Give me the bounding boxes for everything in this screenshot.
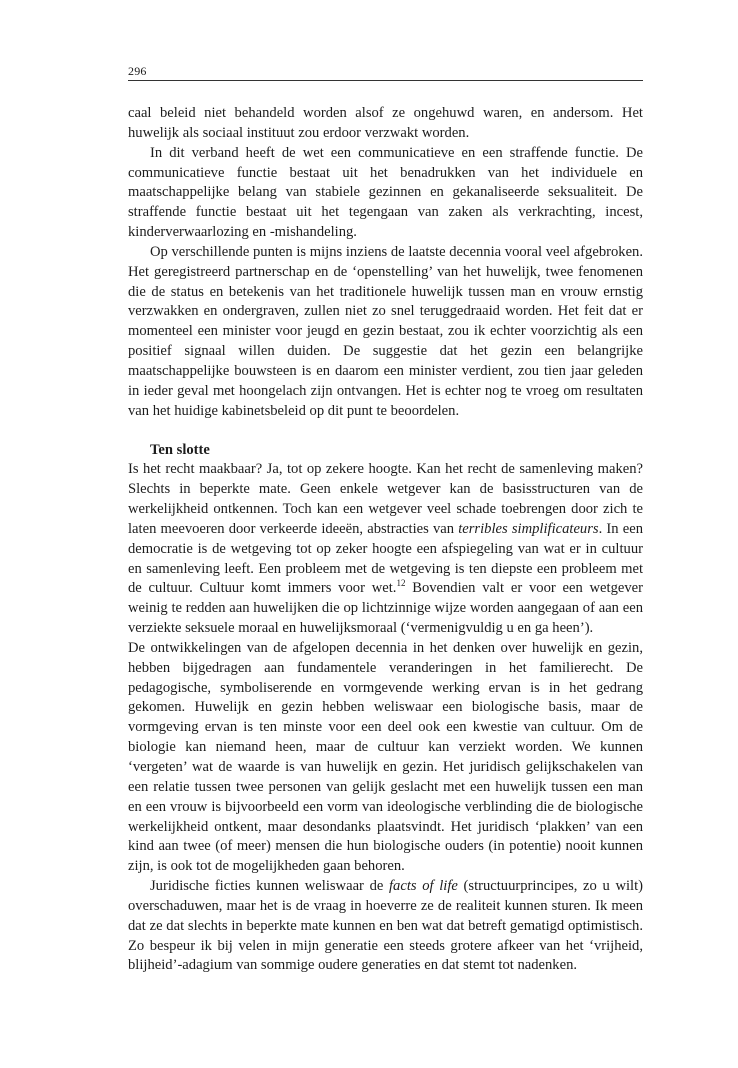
paragraph-6-text-a: Juridische ficties kunnen weliswaar de (150, 878, 389, 895)
paragraph-3: Op verschillende punten is mijns inziens de laatste decennia vooral veel afgebroken. Het geregistreerd partnerschap en de ‘openstelling’ van het huwelijk, twee fenomenen die de status en betekenis van het traditionele huwelijk tussen man en vrouw ernstig verzwakken en ondergraven, zullen niet zo snel teruggedraaid worden. Het feit dat er momenteel een minister voor jeugd en gezin bestaat, zou ik echter voorzichtig als een positief signaal willen duiden. De suggestie dat het gezin een belangrijke maatschappelijke bouwsteen is en daarom een minister verdient, zou tien jaar geleden in ieder geval met hoongelach zijn ontvangen. Het is echter nog te vroeg om resultaten van het huidige kabinetsbeleid op dit punt te beoordelen. (128, 243, 643, 419)
paragraph-4 (128, 460, 643, 639)
paragraph-1: caal beleid niet behandeld worden alsof ze ongehuwd waren, en andersom. Het huwelijk als sociaal instituut zou erdoor verzwakt worden. (128, 105, 643, 141)
paragraph-6-italic: facts of life (389, 878, 458, 895)
paragraph-4-text-b: . In een democratie is de wetgeving tot op zeker hoogte een afspiegeling van wat er in cultuur en samenleving leeft. Een probleem met de wetgeving is ten diepste een probleem met de cultuur. Cultuur komt immers voor wet. (128, 520, 643, 597)
section-heading: Ten slotte (150, 441, 210, 458)
header-rule (128, 80, 643, 81)
paragraph-2: In dit verband heeft de wet een communicatieve en een straffende functie. De communicatieve functie bestaat uit het benadrukken van het individuele en maatschappelijke belang van stabiele gezinnen en gekanaliseerde seksualiteit. De straffende functie bestaat uit het tegengaan van zaken als verkrachting, incest, kinderverwaarlozing en -mishandeling. (128, 144, 643, 241)
body-text (128, 104, 643, 976)
paragraph-4-text-c: Bovendien valt er voor een wetgever weinig te redden aan huwelijken die op lichtzinnige wijze worden aangegaan of aan een verziekte seksuele moraal en huwelijksmoraal (‘vermenigvuldig u en ga heen’). (128, 580, 644, 637)
footnote-reference: 12 (396, 578, 406, 589)
paragraph-6 (128, 877, 643, 976)
paragraph-4-italic: terribles simplificateurs (458, 520, 599, 537)
paragraph-4-text-a: Is het recht maakbaar? Ja, tot op zekere hoogte. Kan het recht de samenleving maken? Slechts in beperkte mate. Geen enkele wetgever kan de basisstructuren van de werkelijkheid ontkennen. Toch kan een wetgever veel schade toebrengen door zich te laten meevoeren door verkeerde ideeën, abstracties van (128, 461, 643, 537)
paragraph-5: De ontwikkelingen van de afgelopen decennia in het denken over huwelijk en gezin, hebben bijgedragen aan fundamentele veranderingen in het familierecht. De pedagogische, symboliserende en vormgevende werking ervan is in het gedrang gekomen. Huwelijk en gezin hebben weliswaar een biologische basis, maar de vormgeving ervan is ten minste voor een deel ook een kwestie van cultuur. Om de biologie kan niemand heen, maar de cultuur kan verziekt worden. We kunnen ‘vergeten’ wat de waarde is van huwelijk en gezin. Het juridisch gelijkschakelen van een relatie tussen twee personen van gelijk geslacht met een huwelijk tussen een man en een vrouw is bijvoorbeeld een vorm van ideologische verblinding die de biologische werkelijkheid ontkent, maar desondanks plaatsvindt. Het juridisch ‘plakken’ van een kind aan twee (of meer) mensen die hun biologische ouders (in potentie) nooit kunnen zijn, is ook tot de mogelijkheden gaan behoren. (128, 639, 643, 875)
paragraph-6-text-b: (structuurprincipes, zo u wilt) overschaduwen, maar het is de vraag in hoeverre ze de realiteit kunnen sturen. Ik meen dat ze dat slechts in beperkte mate kunnen en ben wat dat betreft gematigd optimistisch. Zo bespeur ik bij velen in mijn generatie een steeds grotere afkeer van het ‘vrijheid, blijheid’-adagium van sommige oudere generaties en dat stemt tot nadenken. (128, 878, 644, 974)
page-number: 296 (128, 64, 147, 78)
